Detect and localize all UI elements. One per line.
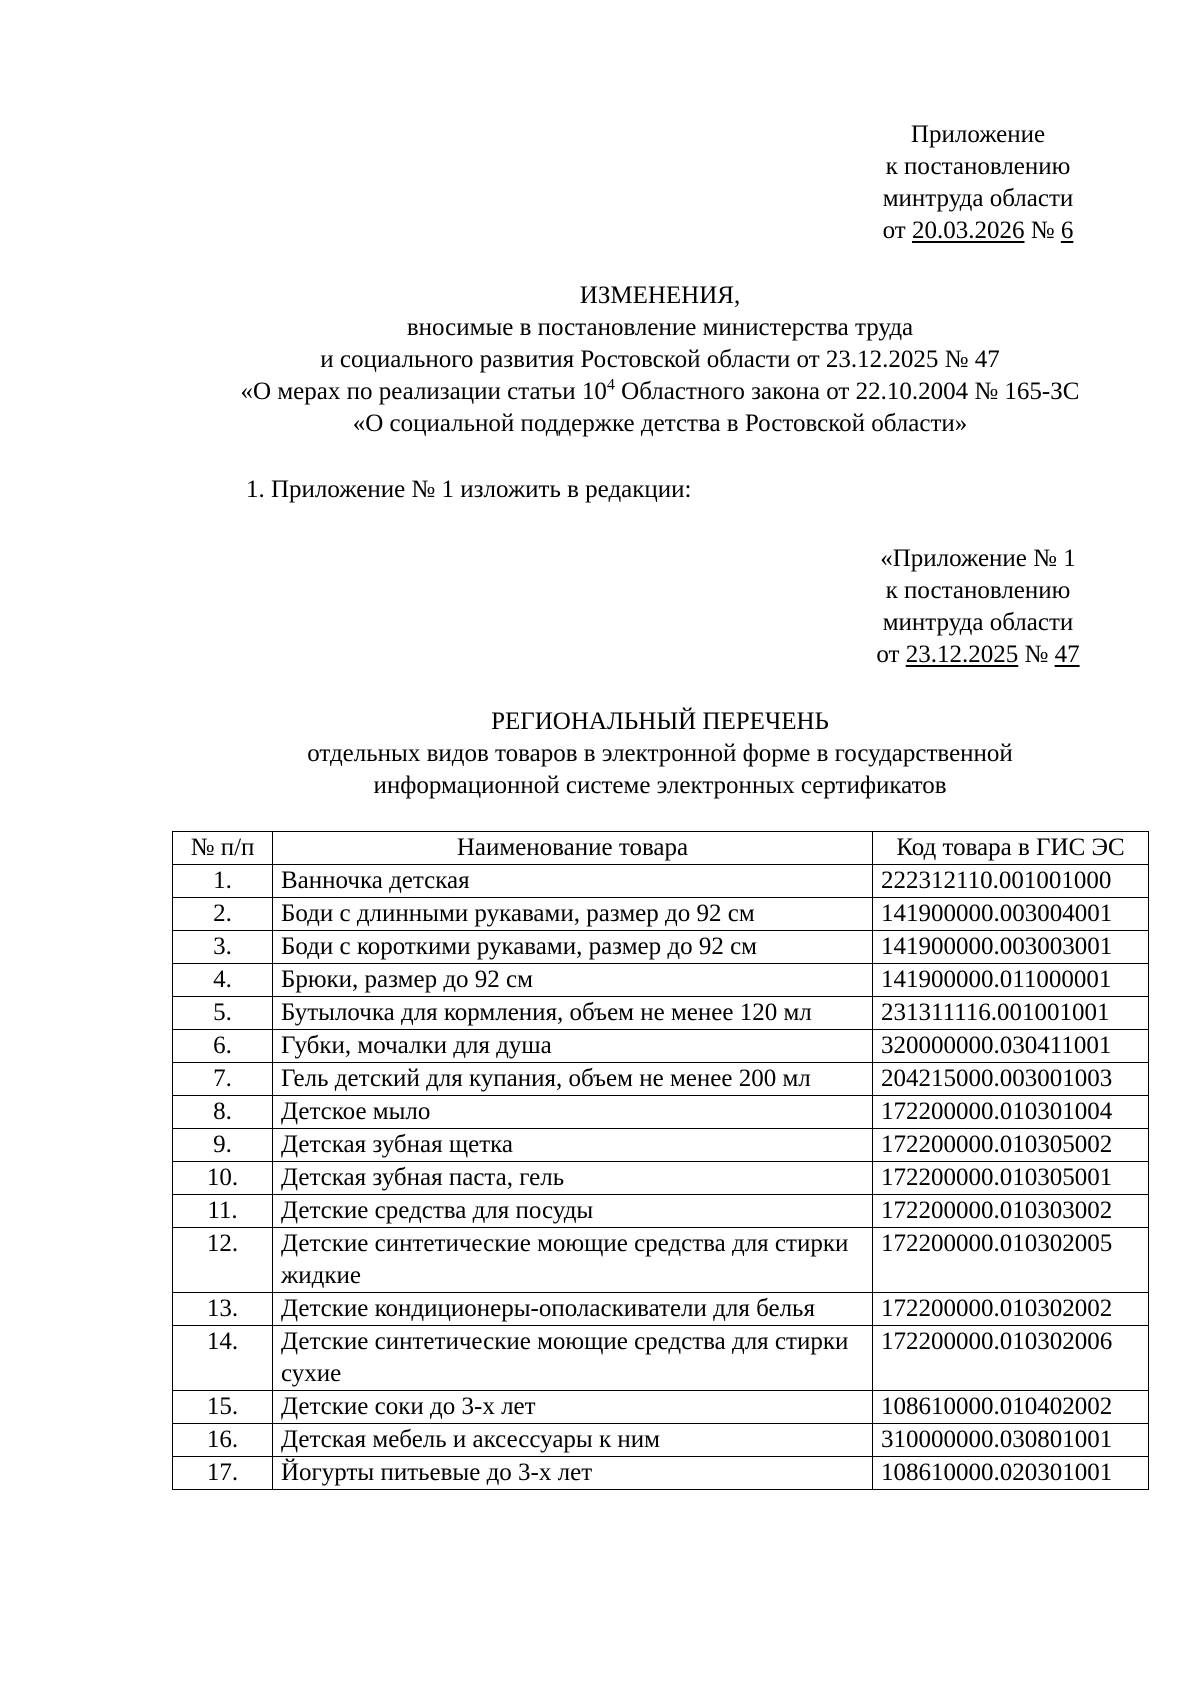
row-name: Бутылочка для кормления, объем не менее 120 мл <box>273 997 873 1030</box>
row-code: 141900000.003003001 <box>873 931 1149 964</box>
list-title: РЕГИОНАЛЬНЫЙ ПЕРЕЧЕНЬ <box>491 708 829 735</box>
row-number: 16. <box>173 1424 273 1457</box>
changes-title-block <box>120 280 1200 440</box>
article-superscript: 4 <box>606 376 615 394</box>
list-title-block <box>120 706 1200 802</box>
row-name: Йогурты питьевые до 3-х лет <box>273 1457 873 1490</box>
table-header-row <box>173 832 1149 865</box>
table-row <box>173 1129 1149 1162</box>
table-row <box>173 1063 1149 1096</box>
row-name: Детское мыло <box>273 1096 873 1129</box>
date-prefix: от <box>882 217 912 244</box>
table-row <box>173 964 1149 997</box>
row-name: Детские синтетические моющие средства для стирки сухие <box>273 1326 873 1391</box>
row-name: Детская мебель и аксессуары к ним <box>273 1424 873 1457</box>
table-row <box>173 898 1149 931</box>
table-row <box>173 1391 1149 1424</box>
row-code: 231311116.001001001 <box>873 997 1149 1030</box>
table-row <box>173 1424 1149 1457</box>
row-name: Детская зубная щетка <box>273 1129 873 1162</box>
row-code: 222312110.001001000 <box>873 865 1149 898</box>
table-row <box>173 1228 1149 1293</box>
row-number: 4. <box>173 964 273 997</box>
appendix-new-date-line <box>848 639 1108 671</box>
row-code: 172200000.010303002 <box>873 1195 1149 1228</box>
row-number: 13. <box>173 1293 273 1326</box>
appendix-new-to-resolution: к постановлению <box>885 577 1071 604</box>
row-name: Брюки, размер до 92 см <box>273 964 873 997</box>
row-number: 3. <box>173 931 273 964</box>
changes-subtitle-2: и социального развития Ростовской области от 23.12.2025 № 47 <box>320 346 1000 373</box>
table-row <box>173 1293 1149 1326</box>
header-name: Наименование товара <box>273 832 873 865</box>
appendix-to-resolution: к постановлению <box>885 153 1071 180</box>
goods-table <box>172 831 1149 1490</box>
row-number: 9. <box>173 1129 273 1162</box>
row-code: 172200000.010305002 <box>873 1129 1149 1162</box>
table-row <box>173 1096 1149 1129</box>
appendix-label: Приложение <box>910 121 1046 148</box>
row-code: 172200000.010305001 <box>873 1162 1149 1195</box>
row-name: Боди с длинными рукавами, размер до 92 см <box>273 898 873 931</box>
row-number: 11. <box>173 1195 273 1228</box>
table-row <box>173 931 1149 964</box>
row-code: 141900000.011000001 <box>873 964 1149 997</box>
table-row <box>173 1030 1149 1063</box>
paragraph-1: 1. Приложение № 1 изложить в редакции: <box>246 476 692 503</box>
appendix-date-line <box>848 215 1108 247</box>
appendix-new-header <box>848 543 1108 671</box>
appendix-new-label: «Приложение № 1 <box>880 545 1076 572</box>
changes-subtitle-3b: Областного закона от 22.10.2004 № 165-ЗС <box>614 378 1080 405</box>
appendix-ministry: минтруда области <box>882 185 1074 212</box>
row-number: 6. <box>173 1030 273 1063</box>
row-number: 14. <box>173 1326 273 1391</box>
table-body <box>173 865 1149 1490</box>
row-code: 141900000.003004001 <box>873 898 1149 931</box>
row-number: 7. <box>173 1063 273 1096</box>
row-name: Детские соки до 3-х лет <box>273 1391 873 1424</box>
row-number: 10. <box>173 1162 273 1195</box>
changes-title: ИЗМЕНЕНИЯ, <box>579 282 741 309</box>
table-row <box>173 865 1149 898</box>
table-row <box>173 1162 1149 1195</box>
row-number: 8. <box>173 1096 273 1129</box>
list-subtitle-1: отдельных видов товаров в электронной форме в государственной <box>307 740 1013 767</box>
changes-subtitle-1: вносимые в постановление министерства труда <box>406 314 914 341</box>
row-name: Детские синтетические моющие средства для стирки жидкие <box>273 1228 873 1293</box>
row-number: 15. <box>173 1391 273 1424</box>
appendix-new-ministry: минтруда области <box>882 609 1074 636</box>
row-number: 1. <box>173 865 273 898</box>
row-code: 320000000.030411001 <box>873 1030 1149 1063</box>
appendix-date: 20.03.2026 <box>912 217 1025 244</box>
row-name: Гель детский для купания, объем не менее 200 мл <box>273 1063 873 1096</box>
row-code: 172200000.010302005 <box>873 1228 1149 1293</box>
changes-subtitle-3 <box>120 376 1200 408</box>
row-code: 108610000.020301001 <box>873 1457 1149 1490</box>
number-sign: № <box>1018 641 1055 668</box>
appendix-new-date: 23.12.2025 <box>905 641 1019 668</box>
row-name: Губки, мочалки для душа <box>273 1030 873 1063</box>
row-number: 5. <box>173 997 273 1030</box>
row-code: 310000000.030801001 <box>873 1424 1149 1457</box>
appendix-number: 6 <box>1060 217 1074 244</box>
table-row <box>173 1457 1149 1490</box>
row-number: 12. <box>173 1228 273 1293</box>
row-number: 2. <box>173 898 273 931</box>
header-code: Код товара в ГИС ЭС <box>873 832 1149 865</box>
row-name: Ванночка детская <box>273 865 873 898</box>
table-row <box>173 1326 1149 1391</box>
row-name: Боди с короткими рукавами, размер до 92 см <box>273 931 873 964</box>
changes-subtitle-3a: «О мерах по реализации статьи 10 <box>240 378 607 405</box>
row-code: 108610000.010402002 <box>873 1391 1149 1424</box>
date-prefix: от <box>876 641 906 668</box>
row-code: 172200000.010301004 <box>873 1096 1149 1129</box>
appendix-header <box>848 119 1108 247</box>
row-code: 172200000.010302006 <box>873 1326 1149 1391</box>
row-code: 204215000.003001003 <box>873 1063 1149 1096</box>
table-row <box>173 997 1149 1030</box>
row-number: 17. <box>173 1457 273 1490</box>
table-row <box>173 1195 1149 1228</box>
changes-subtitle-4: «О социальной поддержке детства в Ростовской области» <box>352 410 968 437</box>
number-sign: № <box>1024 217 1061 244</box>
header-number: № п/п <box>173 832 273 865</box>
row-code: 172200000.010302002 <box>873 1293 1149 1326</box>
list-subtitle-2: информационной системе электронных сертификатов <box>373 772 947 799</box>
row-name: Детская зубная паста, гель <box>273 1162 873 1195</box>
row-name: Детские средства для посуды <box>273 1195 873 1228</box>
appendix-new-number: 47 <box>1054 641 1080 668</box>
row-name: Детские кондиционеры-ополаскиватели для белья <box>273 1293 873 1326</box>
